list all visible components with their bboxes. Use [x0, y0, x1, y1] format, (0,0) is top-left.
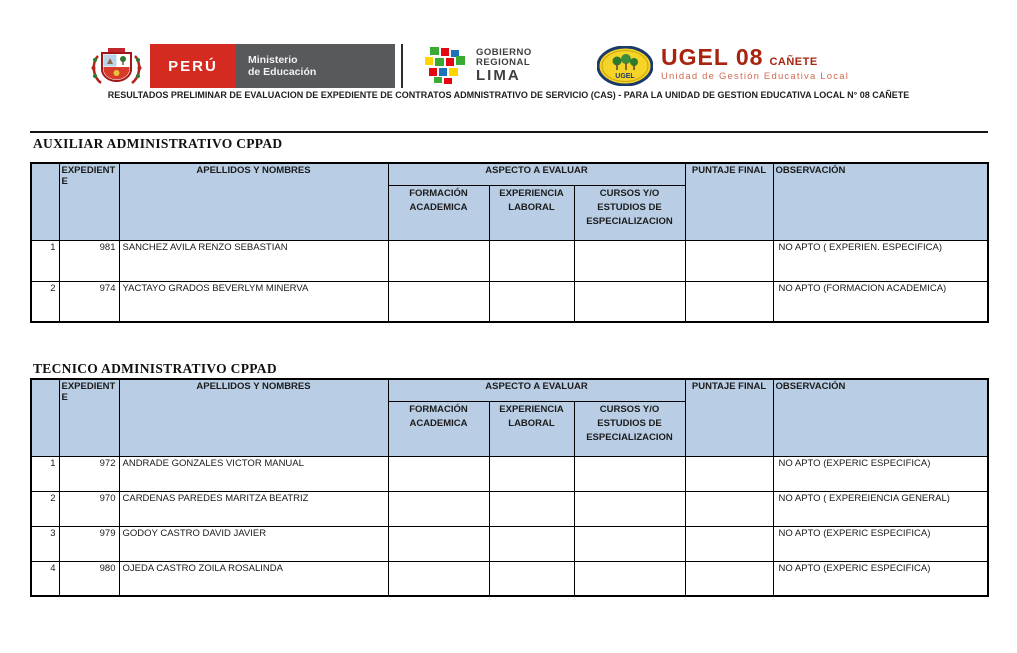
cell-observacion: NO APTO (EXPERIC ESPECIFICA): [773, 526, 988, 561]
cell-puntaje: [685, 526, 773, 561]
cell-index: 1: [31, 240, 59, 281]
col-observacion-header: OBSERVACIÓN: [773, 163, 988, 240]
cell-observacion: NO APTO (FORMACION ACADEMICA): [773, 281, 988, 322]
svg-text:UGEL: UGEL: [615, 73, 635, 80]
tecnico-table: [30, 378, 989, 597]
col-expediente-header: EXPEDIENTE: [59, 379, 119, 456]
cell-nombre: CARDENAS PAREDES MARITZA BEATRIZ: [119, 491, 388, 526]
peru-coat-of-arms-icon: [88, 46, 145, 88]
col-puntaje-header: PUNTAJE FINAL: [685, 163, 773, 240]
auxiliar-table-header: [31, 163, 988, 240]
cell-formacion: [388, 561, 489, 596]
cell-formacion: [388, 526, 489, 561]
col-apellidos-header: APELLIDOS Y NOMBRES: [119, 163, 388, 240]
cell-experiencia: [489, 561, 574, 596]
ugel-wordmark: [661, 46, 849, 82]
cell-puntaje: [685, 491, 773, 526]
ugel-name: UGEL 08: [661, 44, 764, 70]
grl-line2: REGIONAL: [476, 56, 531, 68]
cell-experiencia: [489, 491, 574, 526]
grl-line1: GOBIERNO: [476, 47, 532, 58]
cell-nombre: SANCHEZ AVILA RENZO SEBASTIAN: [119, 240, 388, 281]
ugel-subtitle: Unidad de Gestión Educativa Local: [661, 71, 850, 82]
cell-expediente: 980: [59, 561, 119, 596]
ugel-name-suffix: CAÑETE: [769, 56, 818, 68]
cell-expediente: 974: [59, 281, 119, 322]
cell-index: 2: [31, 281, 59, 322]
cell-experiencia: [489, 281, 574, 322]
cell-puntaje: [685, 456, 773, 491]
col-cursos-header: CURSOS Y/O ESTUDIOS DE ESPECIALIZACION: [574, 401, 685, 456]
cell-formacion: [388, 491, 489, 526]
cell-formacion: [388, 240, 489, 281]
gobierno-regional-lima-logo: [425, 47, 532, 84]
col-apellidos-header: APELLIDOS Y NOMBRES: [119, 379, 388, 456]
col-experiencia-header: EXPERIENCIA LABORAL: [489, 185, 574, 240]
col-formacion-header: FORMACIÓN ACADEMICA: [388, 401, 489, 456]
table-row: [31, 240, 988, 281]
cell-nombre: GODOY CASTRO DAVID JAVIER: [119, 526, 388, 561]
col-observacion-header: OBSERVACIÓN: [773, 379, 988, 456]
cell-puntaje: [685, 240, 773, 281]
table-row: [31, 526, 988, 561]
cell-index: 1: [31, 456, 59, 491]
cell-observacion: NO APTO ( EXPEREIENCIA GENERAL): [773, 491, 988, 526]
cell-observacion: NO APTO (EXPERIC ESPECIFICA): [773, 561, 988, 596]
auxiliar-table: [30, 162, 989, 323]
table-row: [31, 281, 988, 322]
ministry-of-education-label: [236, 44, 395, 88]
cell-cursos: [574, 491, 685, 526]
cell-expediente: 970: [59, 491, 119, 526]
cell-cursos: [574, 561, 685, 596]
cell-cursos: [574, 456, 685, 491]
horizontal-rule: [30, 131, 988, 133]
col-cursos-header: CURSOS Y/O ESTUDIOS DE ESPECIALIZACION: [574, 185, 685, 240]
cell-nombre: YACTAYO GRADOS BEVERLYM MINERVA: [119, 281, 388, 322]
table-row: [31, 561, 988, 596]
cell-nombre: ANDRADE GONZALES VICTOR MANUAL: [119, 456, 388, 491]
section-title-tecnico: TECNICO ADMINISTRATIVO CPPAD: [33, 361, 277, 376]
table-row: [31, 456, 988, 491]
col-puntaje-header: PUNTAJE FINAL: [685, 379, 773, 456]
cell-expediente: 979: [59, 526, 119, 561]
cell-cursos: [574, 240, 685, 281]
cell-experiencia: [489, 240, 574, 281]
col-index-header: [31, 163, 59, 240]
cell-experiencia: [489, 526, 574, 561]
cell-puntaje: [685, 281, 773, 322]
ugel-emblem-icon: [597, 46, 653, 86]
cell-index: 3: [31, 526, 59, 561]
section-title-auxiliar: AUXILIAR ADMINISTRATIVO CPPAD: [33, 136, 283, 151]
ugel-08-logo: [597, 46, 849, 86]
ministry-line1: Ministerio: [248, 53, 298, 66]
logo-divider: [401, 44, 403, 88]
cell-index: 2: [31, 491, 59, 526]
cell-formacion: [388, 456, 489, 491]
cell-cursos: [574, 526, 685, 561]
cell-formacion: [388, 281, 489, 322]
peru-wordmark: PERÚ: [150, 44, 236, 88]
cell-puntaje: [685, 561, 773, 596]
ministry-line2: de Educación: [248, 66, 317, 78]
cell-observacion: NO APTO ( EXPERIEN. ESPECIFICA): [773, 240, 988, 281]
tecnico-table-header: [31, 379, 988, 456]
gobierno-regional-lima-label: [476, 48, 532, 83]
col-aspecto-header: ASPECTO A EVALUAR: [388, 163, 685, 185]
col-expediente-header: EXPEDIENTE: [59, 163, 119, 240]
grl-line3: LIMA: [476, 67, 521, 84]
cell-expediente: 981: [59, 240, 119, 281]
cell-cursos: [574, 281, 685, 322]
document-title: RESULTADOS PRELIMINAR DE EVALUACION DE EXPEDIENTE DE CONTRATOS ADMNISTRATIVO DE SERVICIO (CAS) - PARA LA UNIDAD DE GESTION EDUCATIVA LOCAL N° 08 CAÑETE: [107, 90, 910, 100]
cell-index: 4: [31, 561, 59, 596]
col-experiencia-header: EXPERIENCIA LABORAL: [489, 401, 574, 456]
header-logos: [0, 44, 1017, 88]
table-row: [31, 491, 988, 526]
cell-nombre: OJEDA CASTRO ZOILA ROSALINDA: [119, 561, 388, 596]
cell-expediente: 972: [59, 456, 119, 491]
col-aspecto-header: ASPECTO A EVALUAR: [388, 379, 685, 401]
col-formacion-header: FORMACIÓN ACADEMICA: [388, 185, 489, 240]
cell-experiencia: [489, 456, 574, 491]
cell-observacion: NO APTO (EXPERIC ESPECIFICA): [773, 456, 988, 491]
gobierno-regional-lima-icon: [425, 47, 470, 84]
col-index-header: [31, 379, 59, 456]
